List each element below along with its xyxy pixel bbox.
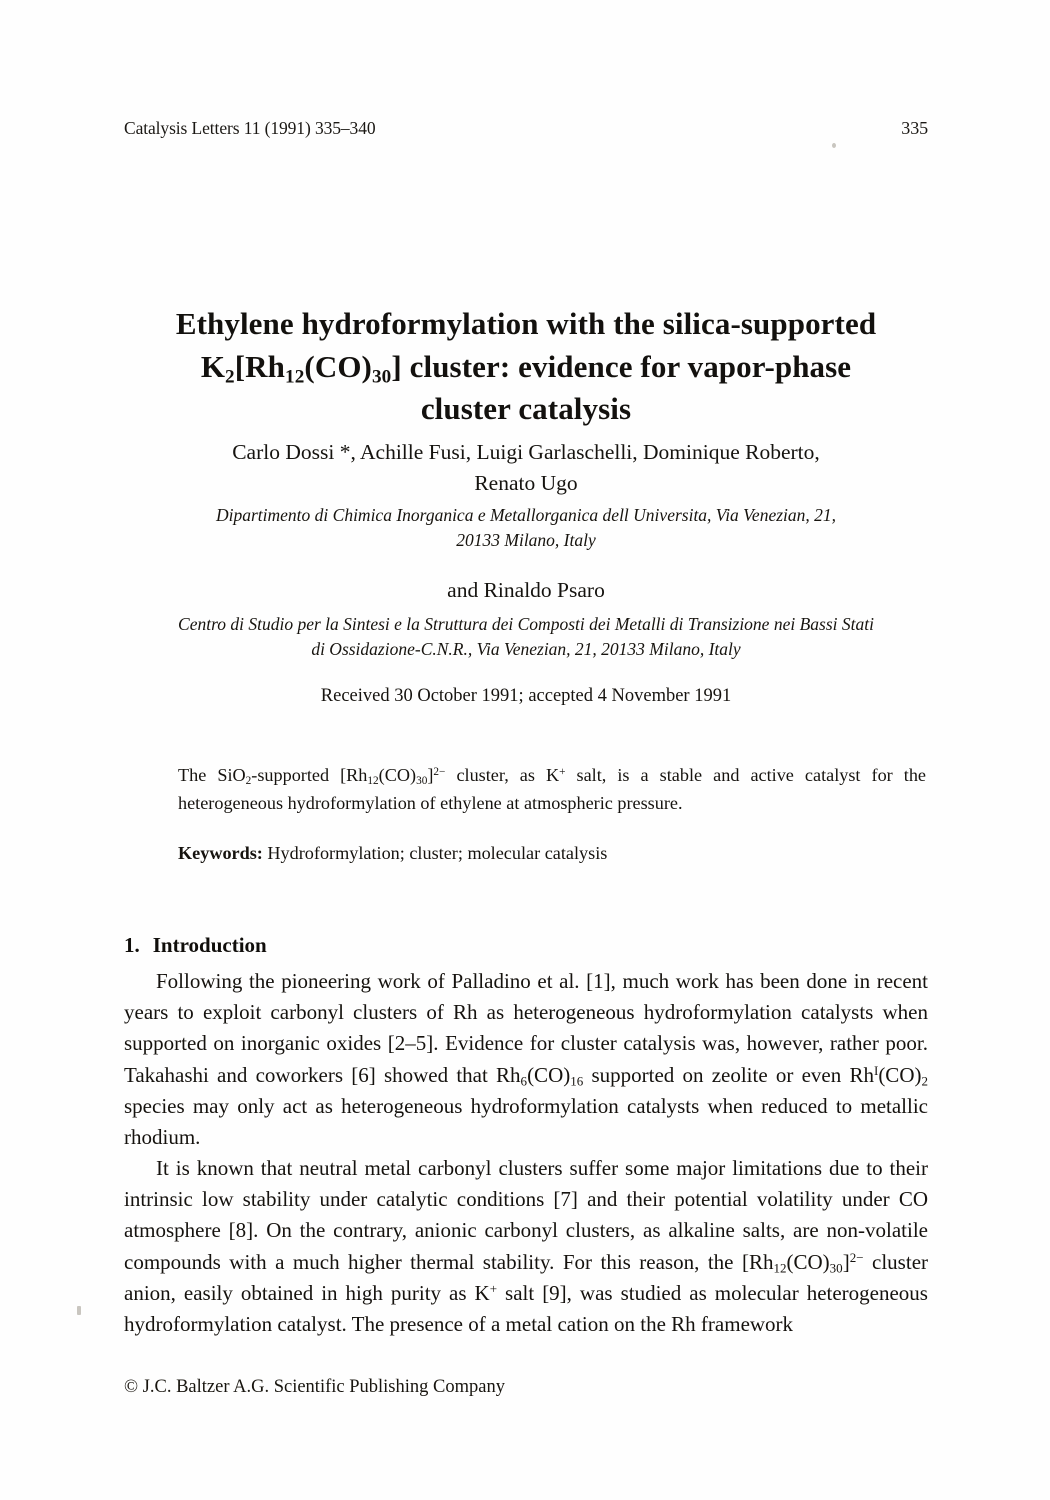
article-title: [124, 303, 928, 431]
paragraph-2-part-4: cluster anion, easily obtained in high purity as K: [124, 1249, 929, 1305]
title-line-2-part-1: K: [200, 348, 226, 384]
copyright-footer: © J.C. Baltzer A.G. Scientific Publishing Company: [124, 1377, 505, 1397]
body-text: [124, 966, 928, 1340]
abstract-subscript-1: 2: [245, 775, 252, 788]
abstract-subscript-2: 12: [367, 775, 379, 788]
affiliation-primary-line-2: 20133 Milano, Italy: [456, 530, 596, 551]
affiliation-primary-line-1: Dipartimento di Chimica Inorganica e Metallorganica dell Universita, Via Venezian, 21,: [215, 505, 837, 525]
paragraph-1: [124, 966, 928, 1153]
author-line-1: Carlo Dossi *, Achille Fusi, Luigi Garlaschelli, Dominique Roberto,: [232, 440, 820, 464]
abstract-superscript-1: 2−: [433, 766, 446, 779]
paragraph-2-part-1: It is known that neutral metal carbonyl clusters suffer some major limitations due to their intrinsic low stability under catalytic conditions [7] and their potential volatility under CO atmosphere [8]. On the contrary, anionic carbonyl clusters, as alkaline salts, are non-volatile compounds with a much higher thermal stability. For this reason, the [Rh: [124, 1156, 928, 1274]
scan-artifact-speck: [832, 143, 836, 148]
paragraph-2-superscript-2: +: [489, 1280, 498, 1296]
paragraph-2-part-2: (CO): [786, 1249, 830, 1274]
paragraph-1-subscript-2: 16: [570, 1073, 584, 1089]
affiliation-primary: [154, 503, 898, 554]
author-list: [124, 437, 928, 498]
paragraph-1-part-2: (CO): [527, 1062, 571, 1087]
paragraph-2-part-5: salt [9], was studied as molecular heterogeneous hydroformylation catalyst. The presence of a metal cation on the Rh framework: [124, 1280, 928, 1336]
abstract: [178, 762, 926, 817]
paragraph-1-part-3: supported on zeolite or even Rh: [583, 1062, 874, 1087]
section-title: Introduction: [152, 933, 267, 958]
keywords-label: Keywords:: [178, 843, 263, 863]
keywords-value: Hydroformylation; cluster; molecular catalysis: [267, 843, 608, 863]
paragraph-2-part-3: ]: [842, 1249, 850, 1274]
author-secondary: and Rinaldo Psaro: [447, 578, 605, 602]
section-number: 1.: [124, 933, 140, 958]
abstract-part-2: -supported [Rh: [251, 765, 368, 785]
paragraph-1-subscript-1: 6: [520, 1073, 528, 1089]
received-dates: Received 30 October 1991; accepted 4 November 1991: [320, 686, 732, 706]
abstract-part-5: cluster, as K: [445, 765, 560, 785]
paragraph-2-subscript-1: 12: [773, 1260, 787, 1276]
paragraph-1-part-4: (CO): [878, 1062, 922, 1087]
paragraph-1-subscript-3: 2: [921, 1073, 928, 1089]
paragraph-2-subscript-2: 30: [829, 1260, 843, 1276]
abstract-subscript-3: 30: [416, 775, 428, 788]
author-line-2: Renato Ugo: [474, 470, 578, 495]
keywords: [178, 840, 926, 867]
paragraph-2: [124, 1153, 928, 1340]
abstract-superscript-2: +: [559, 766, 566, 779]
section-heading-introduction: [124, 933, 928, 958]
title-subscript-1: 2: [225, 365, 235, 387]
page-number: 335: [901, 118, 928, 138]
paragraph-2-superscript-1: 2−: [849, 1249, 864, 1265]
paragraph-1-part-5: species may only act as heterogeneous hydroformylation catalysts when reduced to metallic rhodium.: [124, 1093, 928, 1149]
affiliation-secondary-line-1: Centro di Studio per la Sintesi e la Struttura dei Composti dei Metalli di Transizione nei Bassi Stati: [178, 614, 874, 634]
abstract-part-1: The SiO: [178, 765, 246, 785]
affiliation-secondary: [124, 612, 928, 663]
title-line-3: cluster catalysis: [420, 391, 632, 427]
journal-reference: Catalysis Letters 11 (1991) 335–340: [124, 118, 376, 138]
title-line-2-part-4: ] cluster: evidence for vapor-phase: [391, 348, 852, 384]
abstract-part-3: (CO): [378, 765, 417, 785]
title-subscript-2: 12: [285, 365, 305, 387]
title-line-2-part-3: (CO): [304, 348, 372, 384]
title-line-2: [124, 346, 928, 389]
title-line-2-part-2: [Rh: [234, 348, 286, 384]
abstract-part-6: salt, is a stable and active catalyst for the heterogeneous hydroformylation of ethylene at atmospheric pressure.: [178, 765, 926, 813]
title-subscript-3: 30: [371, 365, 392, 387]
paragraph-1-superscript-1: I: [873, 1062, 879, 1078]
title-line-1: Ethylene hydroformylation with the silica-supported: [175, 305, 877, 341]
paragraph-1-part-1: Following the pioneering work of Palladino et al. [1], much work has been done in recent years to exploit carbonyl clusters of Rh as heterogeneous hydroformylation catalysts when supported on inorganic oxides [2–5]. Evidence for cluster catalysis was, however, rather poor. Takahashi and coworkers [6] showed that Rh: [124, 969, 928, 1087]
affiliation-secondary-line-2: di Ossidazione-C.N.R., Via Venezian, 21, 20133 Milano, Italy: [311, 639, 741, 660]
abstract-part-4: ]: [427, 765, 434, 785]
scan-artifact-mark: [77, 1306, 81, 1315]
running-head: [124, 118, 928, 139]
